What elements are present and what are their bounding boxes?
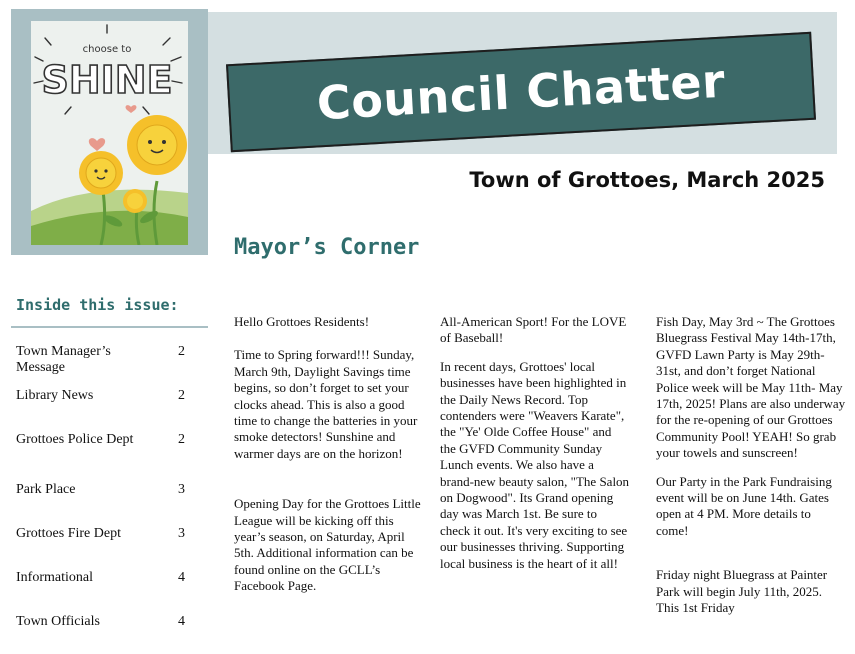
article-column-3 xyxy=(656,314,846,617)
toc-item[interactable] xyxy=(16,526,191,542)
toc-item-label: Library News xyxy=(16,388,94,403)
toc-divider xyxy=(11,326,208,328)
toc-item-label: Grottoes Fire Dept xyxy=(16,526,121,541)
svg-text:SHINE: SHINE xyxy=(41,58,173,102)
toc-item[interactable] xyxy=(16,482,191,498)
toc-item-label: Park Place xyxy=(16,482,76,497)
article-paragraph: Friday night Bluegrass at Painter Park will begin July 11th, 2025. This 1st Friday xyxy=(656,567,828,616)
toc-item[interactable] xyxy=(16,570,191,586)
toc-item-label: Grottoes Police Dept xyxy=(16,432,134,447)
section-heading: Mayor’s Corner xyxy=(234,235,420,260)
toc-item[interactable] xyxy=(16,432,191,448)
toc-item-label: Town Manager’s Message xyxy=(16,344,111,375)
toc-heading: Inside this issue: xyxy=(16,296,179,314)
toc-item-label: Informational xyxy=(16,570,93,585)
toc-item-page: 2 xyxy=(178,388,185,403)
toc-item[interactable] xyxy=(16,344,191,376)
newsletter-title: Council Chatter xyxy=(315,53,727,131)
toc-item-page: 4 xyxy=(178,614,185,629)
toc-item[interactable] xyxy=(16,388,191,404)
toc-item[interactable] xyxy=(16,614,191,630)
article-column-2 xyxy=(440,314,630,572)
article-paragraph: Hello Grottoes Residents! xyxy=(234,314,370,329)
article-paragraph: In recent days, Grottoes' local businesses have been highlighted in the Daily News Record. Top contenders were "Weavers Karate", the "Ye' Olde Coffee House" and the GVFD Community Sunday Lunch events. We also have a brand-new beauty salon, "The Salon on Dogwood". Its Grand opening day was March 1st. Be sure to check it out. It's very exciting to see our businesses thriving. Supporting local business is the heart of it all! xyxy=(440,358,630,571)
article-paragraph: Our Party in the Park Fundraising event will be on June 14th. Gates open at 4 PM. More details to come! xyxy=(656,473,832,538)
cover-image xyxy=(31,21,188,245)
toc-item-page: 4 xyxy=(178,570,185,585)
toc-item-page: 2 xyxy=(178,344,185,359)
article-paragraph: Fish Day, May 3rd ~ The Grottoes Bluegrass Festival May 14th-17th, GVFD Lawn Party is May 29th-31st, and don’t forget National Police week will be May 11th- May 17th, 2025! Plans are also underway for the re-opening of our Grottoes Community Pool! YEAH! So grab your towels and sunscreen! xyxy=(656,314,846,461)
article-paragraph: Opening Day for the Grottoes Little League will be kicking off this year’s season, on Saturday, April 5th. Additional information can be found online on the GCLL’s Facebook Page. xyxy=(234,496,421,594)
article-column-1 xyxy=(234,314,424,595)
svg-text:choose to: choose to xyxy=(82,44,132,55)
toc-item-page: 3 xyxy=(178,482,185,497)
sunflower-illustration xyxy=(31,21,188,245)
toc-item-label: Town Officials xyxy=(16,614,100,629)
cover-image-frame xyxy=(11,9,208,255)
toc-item-page: 2 xyxy=(178,432,185,447)
article-paragraph: Time to Spring forward!!! Sunday, March 9th, Daylight Savings time begins, so don’t forget to set your clocks ahead. This is also a good time to change the batteries in your smoke detectors! Sunshine and warmer days are on the horizon! xyxy=(234,347,418,461)
article-paragraph: All-American Sport! For the LOVE of Baseball! xyxy=(440,314,627,346)
issue-dateline: Town of Grottoes, March 2025 xyxy=(469,168,825,192)
toc-item-page: 3 xyxy=(178,526,185,541)
